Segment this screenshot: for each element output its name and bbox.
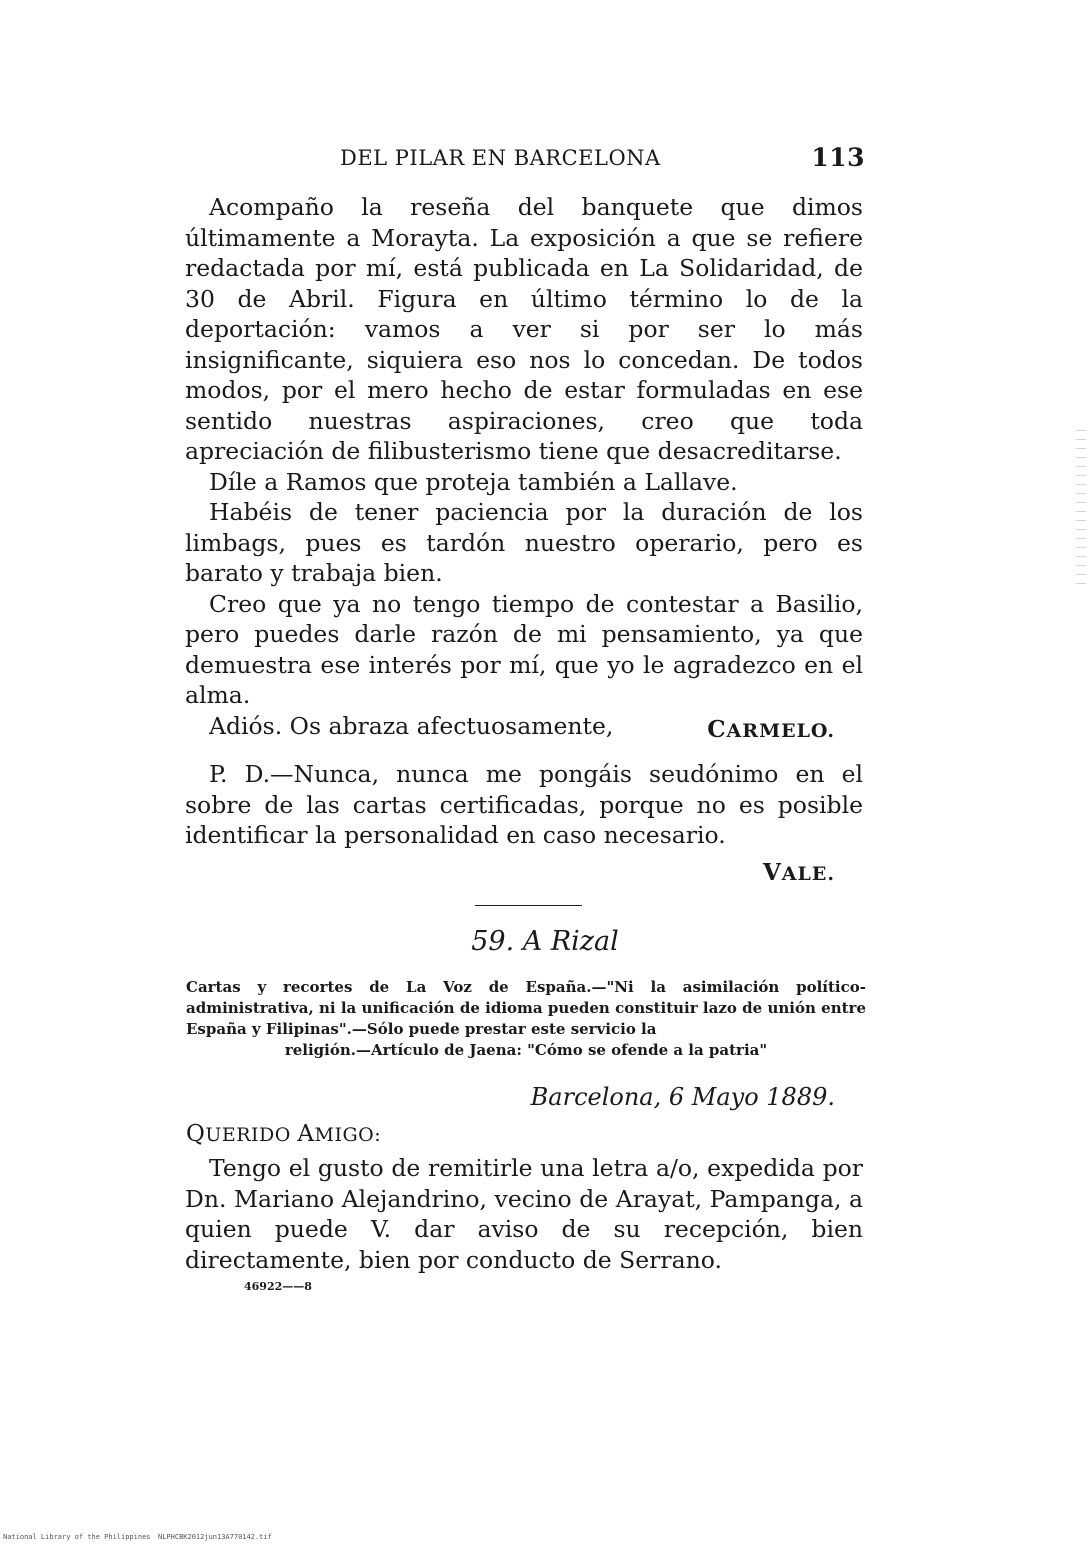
postscript [185,759,863,851]
paragraph-5: Adiós. Os abraza afectuosamente, [209,711,614,740]
postscript-text: P. D.—Nunca, nunca me pongáis seudónimo en el sobre de las cartas certificadas, porque no es posible identificar la personalidad en caso necesario. [185,760,863,849]
scan-margin-artifact [1076,430,1086,590]
paragraph-4: Creo que ya no tengo tiempo de contestar a Basilio, pero puedes darle razón de mi pensamiento, ya que demuestra ese interés por mí, que yo le agradezco en el alma. [185,589,863,709]
summary-main: Cartas y recortes de La Voz de España.—"Ni la asimilación político-administrativa, ni la unificación de idioma pueden constituir lazo de unión entre España y Filipinas".—Sólo puede prestar este servicio la [186,978,866,1038]
letter-59-body [185,1153,863,1275]
letter-title: 59. A Rizal [471,926,619,957]
scan-filename: NLPHCBK2012jun13A770142.tif [158,1533,272,1541]
letter-summary [186,977,866,1061]
library-name: National Library of the Philippines [3,1533,151,1541]
scan-footer [0,1531,1090,1543]
paragraph-2: Díle a Ramos que proteja también a Lallave. [209,467,738,496]
paragraph-1: Acompaño la reseña del banquete que dimos últimamente a Morayta. La exposición a que se refiere redactada por mí, está publicada en La Solidaridad, de 30 de Abril. Figura en último término lo de la deportación: vamos a ver si por ser lo más insignificante, siquiera eso nos lo concedan. De todos modos, por el mero hecho de estar formuladas en ese sentido nuestras aspiraciones, creo que toda apreciación de filibusterismo tiene que desacreditarse. [185,193,863,465]
signature-carmelo: CARMELO. [707,716,835,743]
letter-59-paragraph: Tengo el gusto de remitirle una letra a/o, expedida por Dn. Mariano Alejandrino, vecino de Arayat, Pampanga, a quien puede V. dar aviso de su recepción, bien directamente, bien por conducto de Serrano. [185,1154,863,1274]
signature-vale: VALE. [762,859,835,886]
letter-58-body [185,192,863,741]
running-title: DEL PILAR EN BARCELONA [340,146,661,170]
printer-signature-mark: 46922——8 [244,1280,312,1293]
salutation: QUERIDO AMIGO: [186,1121,382,1147]
paragraph-3: Habéis de tener paciencia por la duración de los limbags, pues es tardón nuestro operario, pero es barato y trabaja bien. [185,498,863,587]
summary-last-line: religión.—Artículo de Jaena: "Cómo se ofende a la patria" [284,1041,768,1059]
page-number: 113 [811,143,865,172]
section-divider [475,905,582,906]
dateline: Barcelona, 6 Mayo 1889. [530,1083,835,1111]
